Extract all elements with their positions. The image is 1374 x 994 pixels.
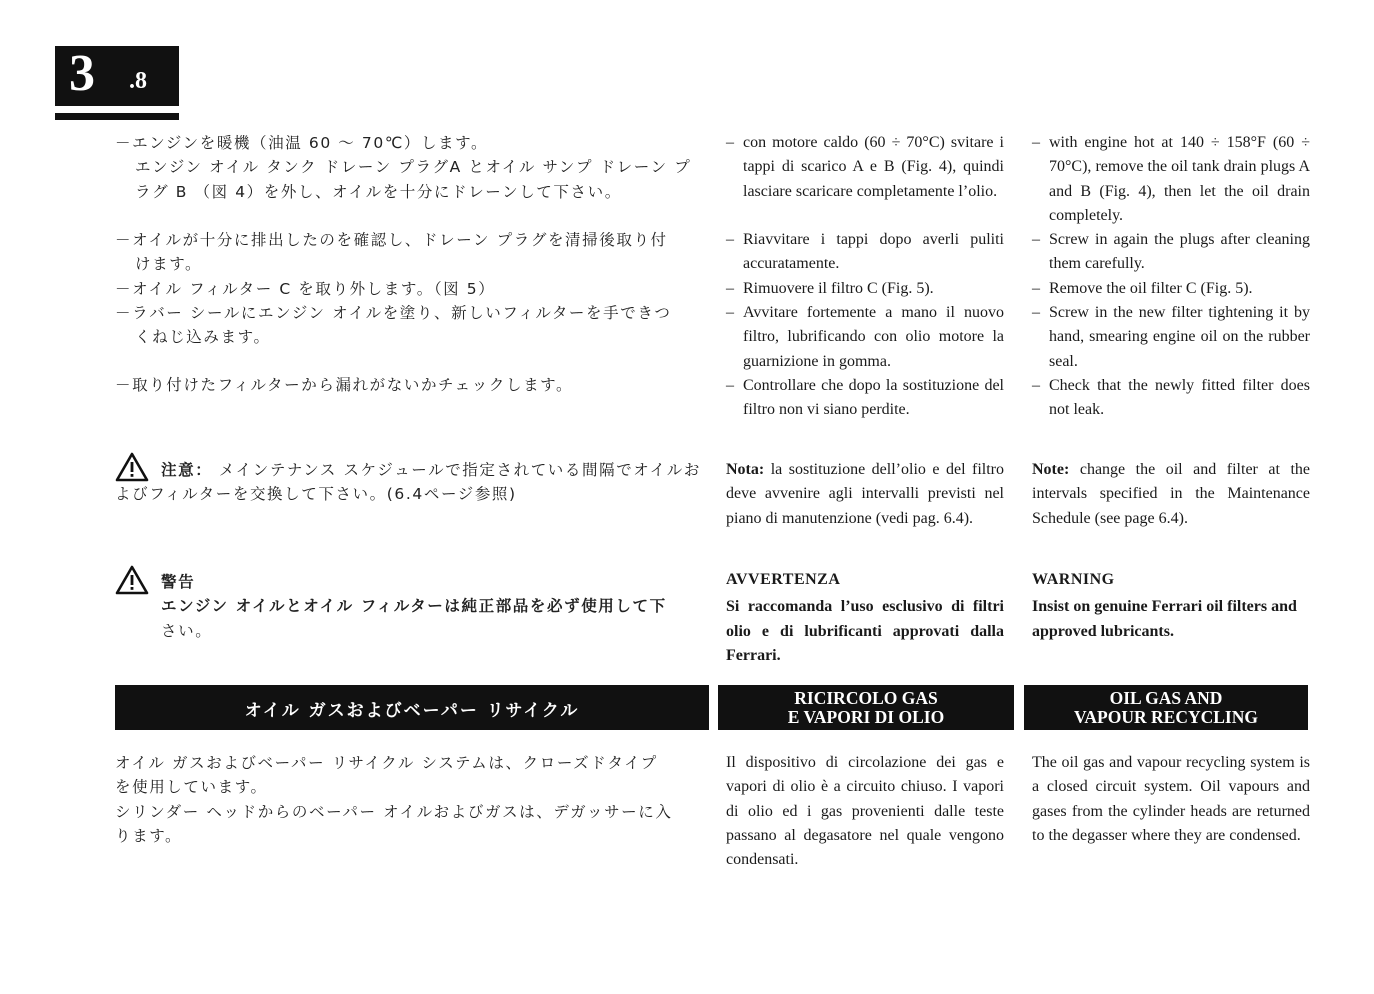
jp-line: －オイル フィルター C を取り外します。（図 5） (115, 279, 496, 298)
it-recycling-text: Il dispositivo di circolazione dei gas e vapori di olio è a circuito chiuso. I vapori di olio ed i gas provenienti dalle teste passano al degasatore nel quale vengono condensati. (726, 754, 1004, 869)
it-section-title-line1: RICIRCOLO GAS (794, 688, 938, 708)
jp-note-text-2: よびフィルターを交換して下さい。(6.4ページ参照) (115, 485, 517, 504)
chapter-number: 3 (69, 45, 95, 102)
it-warning (726, 568, 1004, 668)
jp-section-title (115, 685, 709, 730)
it-step: – Rimuovere il filtro C (Fig. 5). (726, 280, 934, 297)
jp-procedure-2 (115, 228, 705, 349)
en-section-title-line2: VAPOUR RECYCLING (1074, 707, 1258, 727)
en-section-title-text (1024, 689, 1308, 727)
en-step: – Screw in again the plugs after cleaning them carefully. (1032, 231, 1310, 273)
jp-line: －オイルが十分に排出したのを確認し、ドレーン プラグを清掃後取り付 (115, 231, 668, 249)
jp-recycling-text (115, 751, 705, 848)
jp-procedure (115, 131, 705, 204)
header-rule (55, 113, 179, 120)
en-section-title-line1: OIL GAS AND (1109, 688, 1223, 708)
en-warning (1032, 568, 1310, 644)
it-step: – Avvitare fortemente a mano il nuovo filtro, lubrificando con olio motore la guarnizione in gomma. (726, 304, 1004, 370)
it-section-title-line2: E VAPORI DI OLIO (787, 707, 945, 727)
it-step: – con motore caldo (60 ÷ 70°C) svitare i tappi di scarico A e B (Fig. 4), quindi lasciare scaricare completamente l’olio. (726, 134, 1004, 200)
it-section-title (718, 685, 1014, 730)
en-recycling-text: The oil gas and vapour recycling system is a closed circuit system. Oil vapours and gases from the cylinder heads are returned to the degasser where they are condensed. (1032, 754, 1310, 844)
en-step: – Check that the newly fitted filter does not leak. (1032, 377, 1310, 419)
en-step: – Remove the oil filter C (Fig. 5). (1032, 280, 1253, 297)
en-section-title (1024, 685, 1308, 730)
it-warning-label: AVVERTENZA (726, 571, 841, 588)
jp-line: ラグ B （図 4）を外し、オイルを十分にドレーンして下さい。 (135, 182, 622, 201)
jp-note-label: 注意： (161, 461, 213, 479)
en-note (1032, 458, 1310, 531)
jp-warning-text: エンジン オイルとオイル フィルターは純正部品を必ず使用して下 (161, 597, 667, 616)
it-section-title-text (718, 689, 1014, 727)
jp-section-title-text: オイル ガスおよびベーパー リサイクル (244, 701, 580, 721)
it-step: – Riavvitare i tappi dopo averli puliti accuratamente. (726, 231, 1004, 273)
it-warning-text: Si raccomanda l’uso esclusivo di filtri olio e di lubrificanti approvati dalla Ferrari. (726, 598, 1004, 664)
jp-line: －ラバー シールにエンジン オイルを塗り、新しいフィルターを手できつ (115, 303, 672, 322)
jp-line: くねじ込みます。 (135, 328, 271, 347)
jp-line: けます。 (135, 255, 203, 274)
chapter-badge (55, 46, 179, 106)
jp-line: オイル ガスおよびベーパー リサイクル システムは、クローズドタイプ (115, 754, 658, 772)
it-step: – Controllare che dopo la sostituzione del filtro non vi siano perdite. (726, 377, 1004, 419)
it-note (726, 458, 1004, 531)
en-step: – Screw in the new filter tightening it by hand, smearing engine oil on the rubber seal. (1032, 304, 1310, 370)
en-note-label: Note: (1032, 461, 1070, 478)
it-note-label: Nota: (726, 461, 765, 478)
jp-note-text: メインテナンス スケジュールで指定されている間隔でオイルお (218, 461, 701, 479)
jp-warning-label: 警告 (161, 573, 196, 591)
jp-procedure-3 (115, 373, 705, 397)
jp-warning-text-2: さい。 (161, 621, 213, 640)
en-note-text: change the oil and filter at the intervals specified in the Maintenance Schedule (see page 6.4). (1032, 461, 1311, 527)
jp-line: シリンダー ヘッドからのベーパー オイルおよびガスは、デガッサーに入 (115, 802, 673, 821)
en-warning-label: WARNING (1032, 571, 1115, 588)
en-step: – with engine hot at 140 ÷ 158°F (60 ÷ 70°C), remove the oil tank drain plugs A and B (Fig. 4), then let the oil drain completely. (1032, 134, 1310, 224)
it-note-text: la sostituzione dell’olio e del filtro deve avvenire agli intervalli previsti nel piano di manutenzione (vedi pag. 6.4). (726, 461, 1005, 527)
en-warning-text: Insist on genuine Ferrari oil filters and approved lubricants. (1032, 598, 1297, 640)
jp-warning (115, 570, 705, 643)
jp-line: エンジン オイル タンク ドレーン プラグA とオイル サンプ ドレーン プ (135, 158, 692, 177)
page-number: .8 (129, 68, 147, 94)
jp-line: を使用しています。 (115, 778, 268, 797)
jp-note (115, 458, 705, 507)
jp-line: －エンジンを暖機（油温 60 ～ 70℃）します。 (115, 134, 489, 152)
jp-line: －取り付けたフィルターから漏れがないかチェックします。 (115, 376, 574, 394)
jp-line: ります。 (115, 826, 183, 845)
